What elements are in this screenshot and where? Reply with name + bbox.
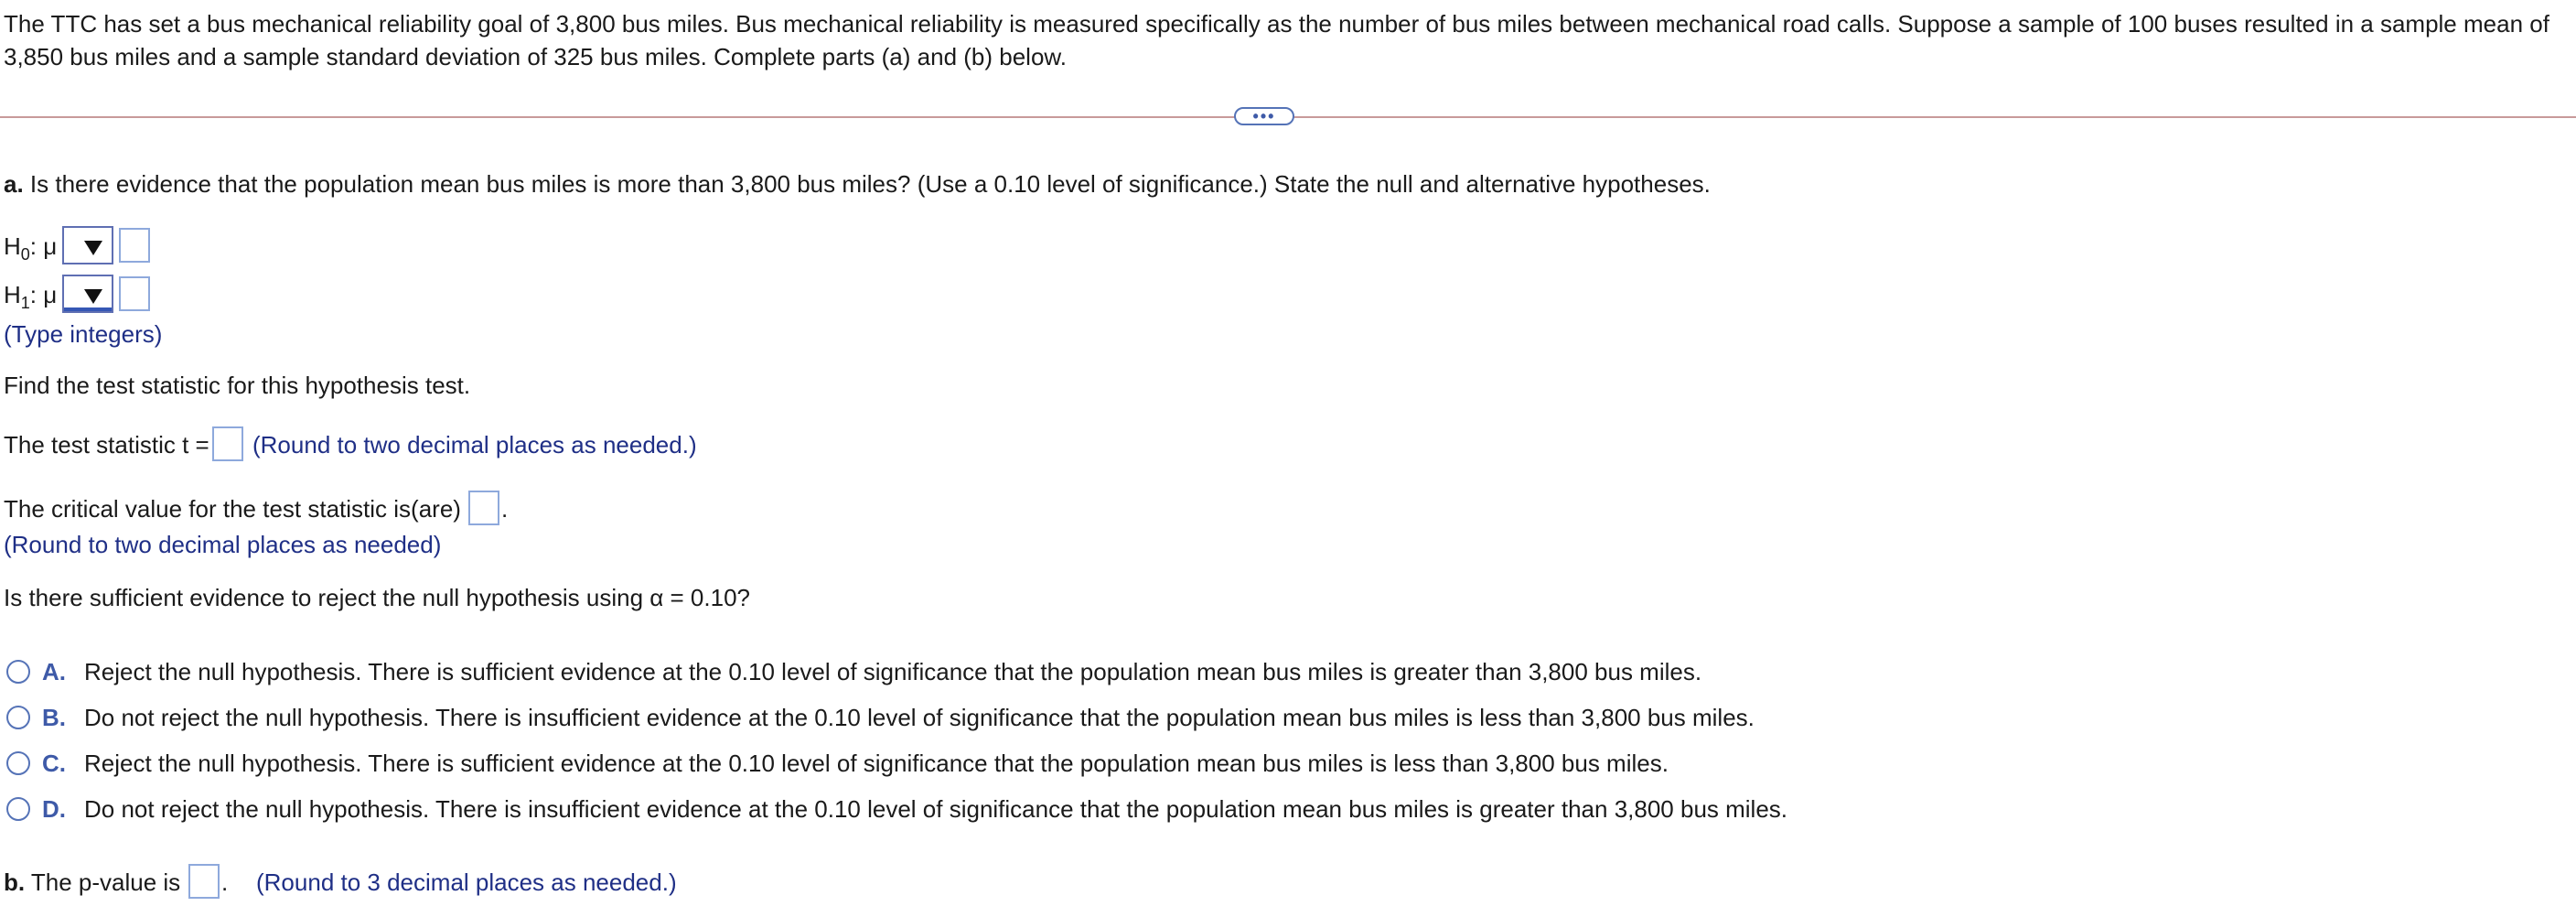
chevron-down-icon — [84, 289, 102, 304]
radio-choice-b[interactable] — [6, 706, 30, 729]
pvalue-input[interactable] — [188, 864, 220, 899]
radio-choice-a[interactable] — [6, 660, 30, 684]
hypothesis-hint: (Type integers) — [4, 320, 163, 348]
h0-label: $H_0$: μ — [4, 232, 58, 264]
h1-operator-dropdown[interactable] — [62, 275, 113, 313]
radio-choice-c[interactable] — [6, 751, 30, 775]
radio-choice-d[interactable] — [6, 797, 30, 821]
choice-a-letter: A. — [42, 658, 66, 685]
chevron-down-icon — [84, 241, 102, 255]
part-a-question-text: Is there evidence that the population mean bus miles is more than 3,800 bus miles? (Use a 0.10 level of significance.) State the null and alternative hypotheses. — [29, 170, 1711, 198]
choice-d-letter: D. — [42, 795, 66, 823]
problem-intro: The TTC has set a bus mechanical reliability goal of 3,800 bus miles. Bus mechanical reliability is measured specifically as the number of bus miles between mechanical road calls. Suppose a sample of 100 buses resulted in a sample mean of 3,850 bus miles and a sample standard deviation of 325 bus miles. Complete parts (a) and (b) below. — [4, 10, 2549, 70]
test-stat-label: The test statistic t = — [4, 431, 209, 458]
choice-c-letter: C. — [42, 750, 66, 777]
reject-question: Is there sufficient evidence to reject the null hypothesis using α = 0.10? — [4, 584, 750, 611]
choice-d-text: Do not reject the null hypothesis. There is insufficient evidence at the 0.10 level of significance that the population mean bus miles is greater than 3,800 bus miles. — [84, 795, 1788, 823]
critical-value-input[interactable] — [468, 491, 499, 525]
pvalue-hint: (Round to 3 decimal places as needed.) — [256, 868, 677, 896]
critical-value-label: The critical value for the test statistic is(are) — [4, 495, 461, 523]
h1-value-input[interactable] — [119, 276, 150, 311]
h0-value-input[interactable] — [119, 228, 150, 263]
choice-c-text: Reject the null hypothesis. There is sufficient evidence at the 0.10 level of significance that the population mean bus miles is less than 3,800 bus miles. — [84, 750, 1669, 777]
critical-value-hint: (Round to two decimal places as needed) — [4, 531, 442, 558]
choice-a-text: Reject the null hypothesis. There is sufficient evidence at the 0.10 level of significance that the population mean bus miles is greater than 3,800 bus miles. — [84, 658, 1702, 685]
part-b-label: b. — [4, 868, 26, 896]
h0-operator-dropdown[interactable] — [62, 226, 113, 264]
critical-value-period: . — [501, 495, 509, 523]
h1-label: $H_1$: μ — [4, 281, 58, 312]
find-test-stat-text: Find the test statistic for this hypothesis test. — [4, 372, 471, 399]
choice-b-text: Do not reject the null hypothesis. There is insufficient evidence at the 0.10 level of significance that the population mean bus miles is less than 3,800 bus miles. — [84, 704, 1755, 731]
choice-b-letter: B. — [42, 704, 66, 731]
part-a-label: a. — [4, 170, 24, 198]
test-stat-input[interactable] — [212, 426, 243, 461]
expand-more-button[interactable]: ••• — [1234, 107, 1294, 125]
part-a-question — [4, 170, 1711, 199]
pvalue-period: . — [221, 868, 229, 896]
pvalue-label: The p-value is — [30, 868, 181, 896]
part-b-pvalue — [4, 868, 180, 897]
test-stat-hint: (Round to two decimal places as needed.) — [252, 431, 697, 458]
